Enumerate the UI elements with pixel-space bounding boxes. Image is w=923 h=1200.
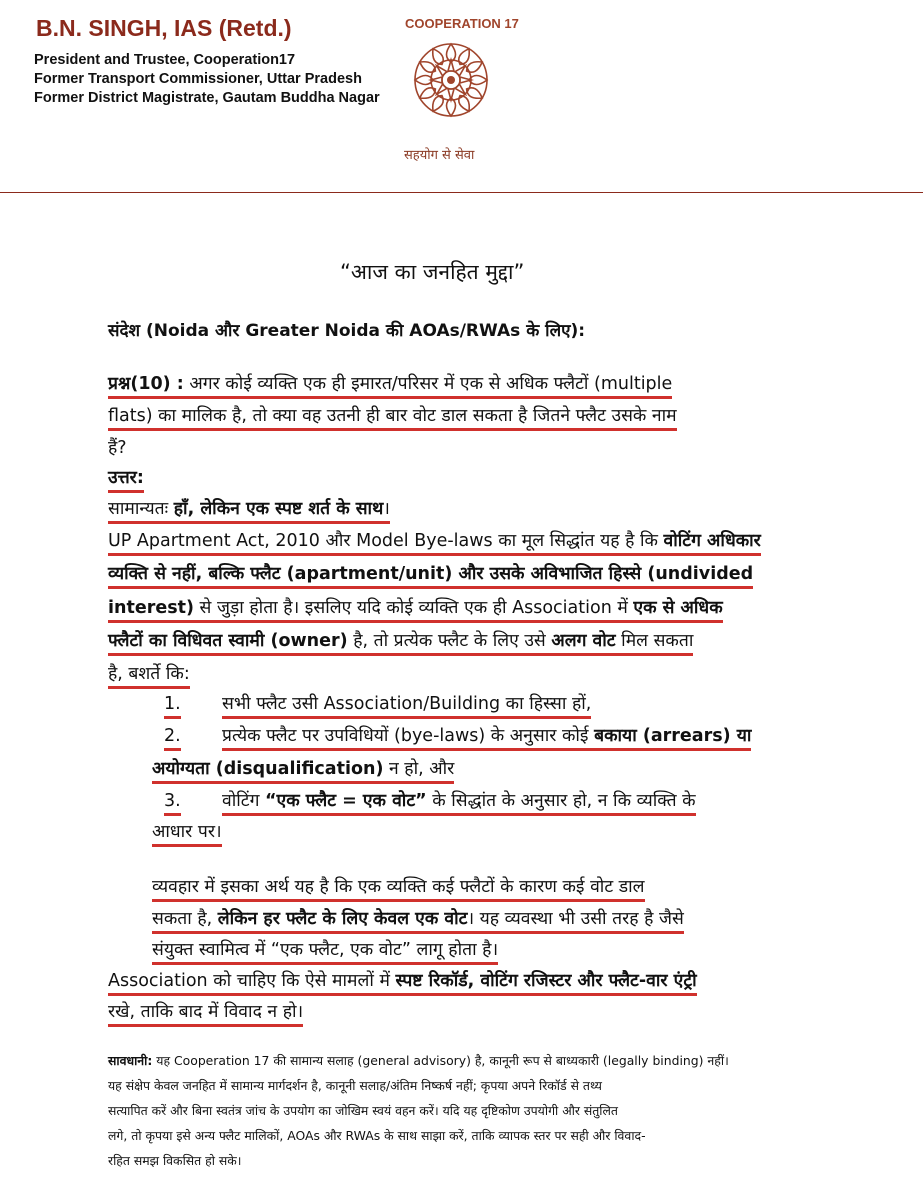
question-label: प्रश्न(10) : — [108, 374, 184, 394]
disclaimer-line: लगे, तो कृपया इसे अन्य फ्लैट मालिकों, AOAs और RWAs के साथ साझा करें, ताकि व्यापक स्तर पर सही और विवाद- — [108, 1128, 646, 1143]
disclaimer-line: यह संक्षेप केवल जनहित में सामान्य मार्गदर्शन है, कानूनी सलाह/अंतिम निष्कर्ष नहीं; कृपया अपने रिकॉर्ड से तथ्य — [108, 1078, 602, 1093]
practice-line: सकता है, लेकिन हर फ्लैट के लिए केवल एक वोट। यह व्यवस्था भी उसी तरह है जैसे — [152, 907, 684, 931]
disclaimer-line: सावधानी: यह Cooperation 17 की सामान्य सलाह (general advisory) है, कानूनी रूप से बाध्यकारी (legally binding) नहीं। — [108, 1053, 729, 1068]
condition-text: अयोग्यता (disqualification) न हो, और — [152, 757, 454, 781]
mandala-lotus-icon — [411, 40, 491, 120]
disclaimer-line: रहित समझ विकसित हो सके। — [108, 1153, 242, 1168]
condition-text: वोटिंग “एक फ्लैट = एक वोट” के सिद्धांत के अनुसार हो, न कि व्यक्ति के — [222, 789, 696, 813]
question-line: flats) का मालिक है, तो क्या वह उतनी ही बार वोट डाल सकता है जितने फ्लैट उसके नाम — [108, 404, 677, 428]
condition-item: 3. — [164, 789, 181, 813]
association-line: Association को चाहिए कि ऐसे मामलों में स्पष्ट रिकॉर्ड, वोटिंग रजिस्टर और फ्लैट-वार एंट्री — [108, 969, 697, 993]
org-tagline: सहयोग से सेवा — [404, 148, 475, 163]
condition-item: 2. — [164, 724, 181, 748]
association-line: रखे, ताकि बाद में विवाद न हो। — [108, 1000, 303, 1024]
practice-line: व्यवहार में इसका अर्थ यह है कि एक व्यक्ति कई फ्लैटों के कारण कई वोट डाल — [152, 875, 645, 899]
author-title-line: Former District Magistrate, Gautam Buddha Nagar — [34, 90, 380, 106]
disclaimer-line: सत्यापित करें और बिना स्वतंत्र जांच के उपयोग का जोखिम स्वयं वहन करें। यदि यह दृष्टिकोण उपयोगी और संतुलित — [108, 1103, 618, 1118]
question-line: प्रश्न(10) : अगर कोई व्यक्ति एक ही इमारत/परिसर में एक से अधिक फ्लैटों (multiple — [108, 372, 672, 396]
question-line: हैं? — [108, 438, 127, 458]
condition-text: सभी फ्लैट उसी Association/Building का हिस्सा हों, — [222, 692, 591, 716]
practice-line: संयुक्त स्वामित्व में “एक फ्लैट, एक वोट” लागू होता है। — [152, 938, 498, 962]
answer-paragraph-line: interest) से जुड़ा होता है। इसलिए यदि कोई व्यक्ति एक ही Association में एक से अधिक — [108, 596, 723, 620]
page-title: “आज का जनहित मुद्दा” — [340, 260, 525, 284]
condition-text: आधार पर। — [152, 820, 222, 844]
header-divider — [0, 192, 923, 193]
author-title-line: President and Trustee, Cooperation17 — [34, 52, 296, 68]
author-name: B.N. SINGH, IAS (Retd.) — [36, 15, 292, 41]
subject-line: संदेश (Noida और Greater Noida की AOAs/RWAs के लिए): — [108, 321, 586, 341]
author-title-line: Former Transport Commissioner, Uttar Pradesh — [34, 71, 362, 87]
answer-paragraph-line: UP Apartment Act, 2010 और Model Bye-laws का मूल सिद्धांत यह है कि वोटिंग अधिकार — [108, 529, 761, 553]
condition-text: प्रत्येक फ्लैट पर उपविधियों (bye-laws) के अनुसार कोई बकाया (arrears) या — [222, 724, 751, 748]
answer-paragraph-line: फ्लैटों का विधिवत स्वामी (owner) है, तो प्रत्येक फ्लैट के लिए उसे अलग वोट मिल सकता — [108, 629, 693, 653]
condition-item: 1. — [164, 692, 181, 716]
answer-paragraph-line: है, बशर्ते कि: — [108, 662, 190, 686]
answer-paragraph-line: व्यक्ति से नहीं, बल्कि फ्लैट (apartment/unit) और उसके अविभाजित हिस्से (undivided — [108, 562, 753, 586]
org-name: COOPERATION 17 — [405, 16, 519, 31]
answer-general: सामान्यतः हाँ, लेकिन एक स्पष्ट शर्त के साथ। — [108, 497, 390, 521]
answer-label: उत्तर: — [108, 466, 144, 490]
